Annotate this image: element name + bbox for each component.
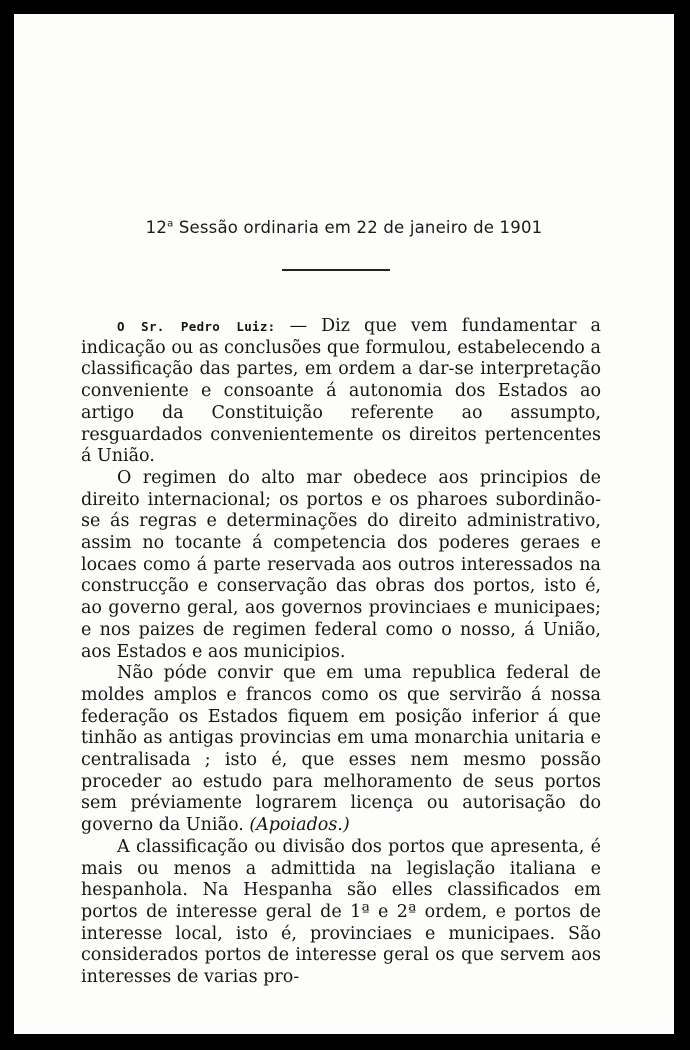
speaker-name: O Sr. Pedro Luiz: <box>117 319 276 334</box>
paragraph-1-text: Diz que vem fundamentar a indicação ou as conclusões que formulou, estabelecendo a classificação das partes, em ordem a dar-se interpretação conveniente e consoante á autonomia dos Estados ao artigo da Constituição referente ao assumpto, resguardados convenientemente os direitos pertencentes á União. <box>81 316 601 467</box>
session-heading <box>14 218 674 237</box>
session-title: Sessão ordinaria em 22 de janeiro de 1901 <box>178 218 543 237</box>
paragraph-1 <box>81 316 601 468</box>
paragraph-4: A classificação ou divisão dos portos que apresenta, é mais ou menos a admittida na legislação italiana e hespanhola. Na Hespanha são elles classificados em portos de interesse geral de 1ª e 2ª ordem, e portos de interesse local, isto é, provinciaes e municipaes. São considerados portos de interesse geral os que servem aos interesses de varias pro- <box>81 836 601 988</box>
aside-remark: (Apoiados.) <box>249 815 350 836</box>
session-number: 12 <box>145 218 168 237</box>
paragraph-3-text: Não póde convir que em uma republica federal de moldes amplos e francos como os que servirão á nossa federação os Estados fiquem em posição inferior á que tinhão as antigas provincias em uma monarchia unitaria e centralisada ; isto é, que esses nem mesmo possão proceder ao estudo para melhoramento de seus portos sem préviamente lograrem licença ou autorisação do governo da União. <box>81 663 601 836</box>
paragraph-2: O regimen do alto mar obedece aos principios de direito internacional; os portos e os pharoes subordinão-se ás regras e determinações do direito administrativo, assim no tocante á competencia dos poderes geraes e locaes como á parte reservada aos outros interessados na construcção e conservação das obras dos portos, isto é, ao governo geral, aos governos provinciaes e municipaes; e nos paizes de regimen federal como o nosso, á União, aos Estados e aos municipios. <box>81 467 601 662</box>
speech-body <box>81 316 601 989</box>
speaker-dash: — <box>275 316 322 336</box>
ordinal-mark: a <box>167 218 174 230</box>
document-page <box>14 14 674 1034</box>
paragraph-3 <box>81 663 601 837</box>
heading-divider <box>282 269 390 271</box>
